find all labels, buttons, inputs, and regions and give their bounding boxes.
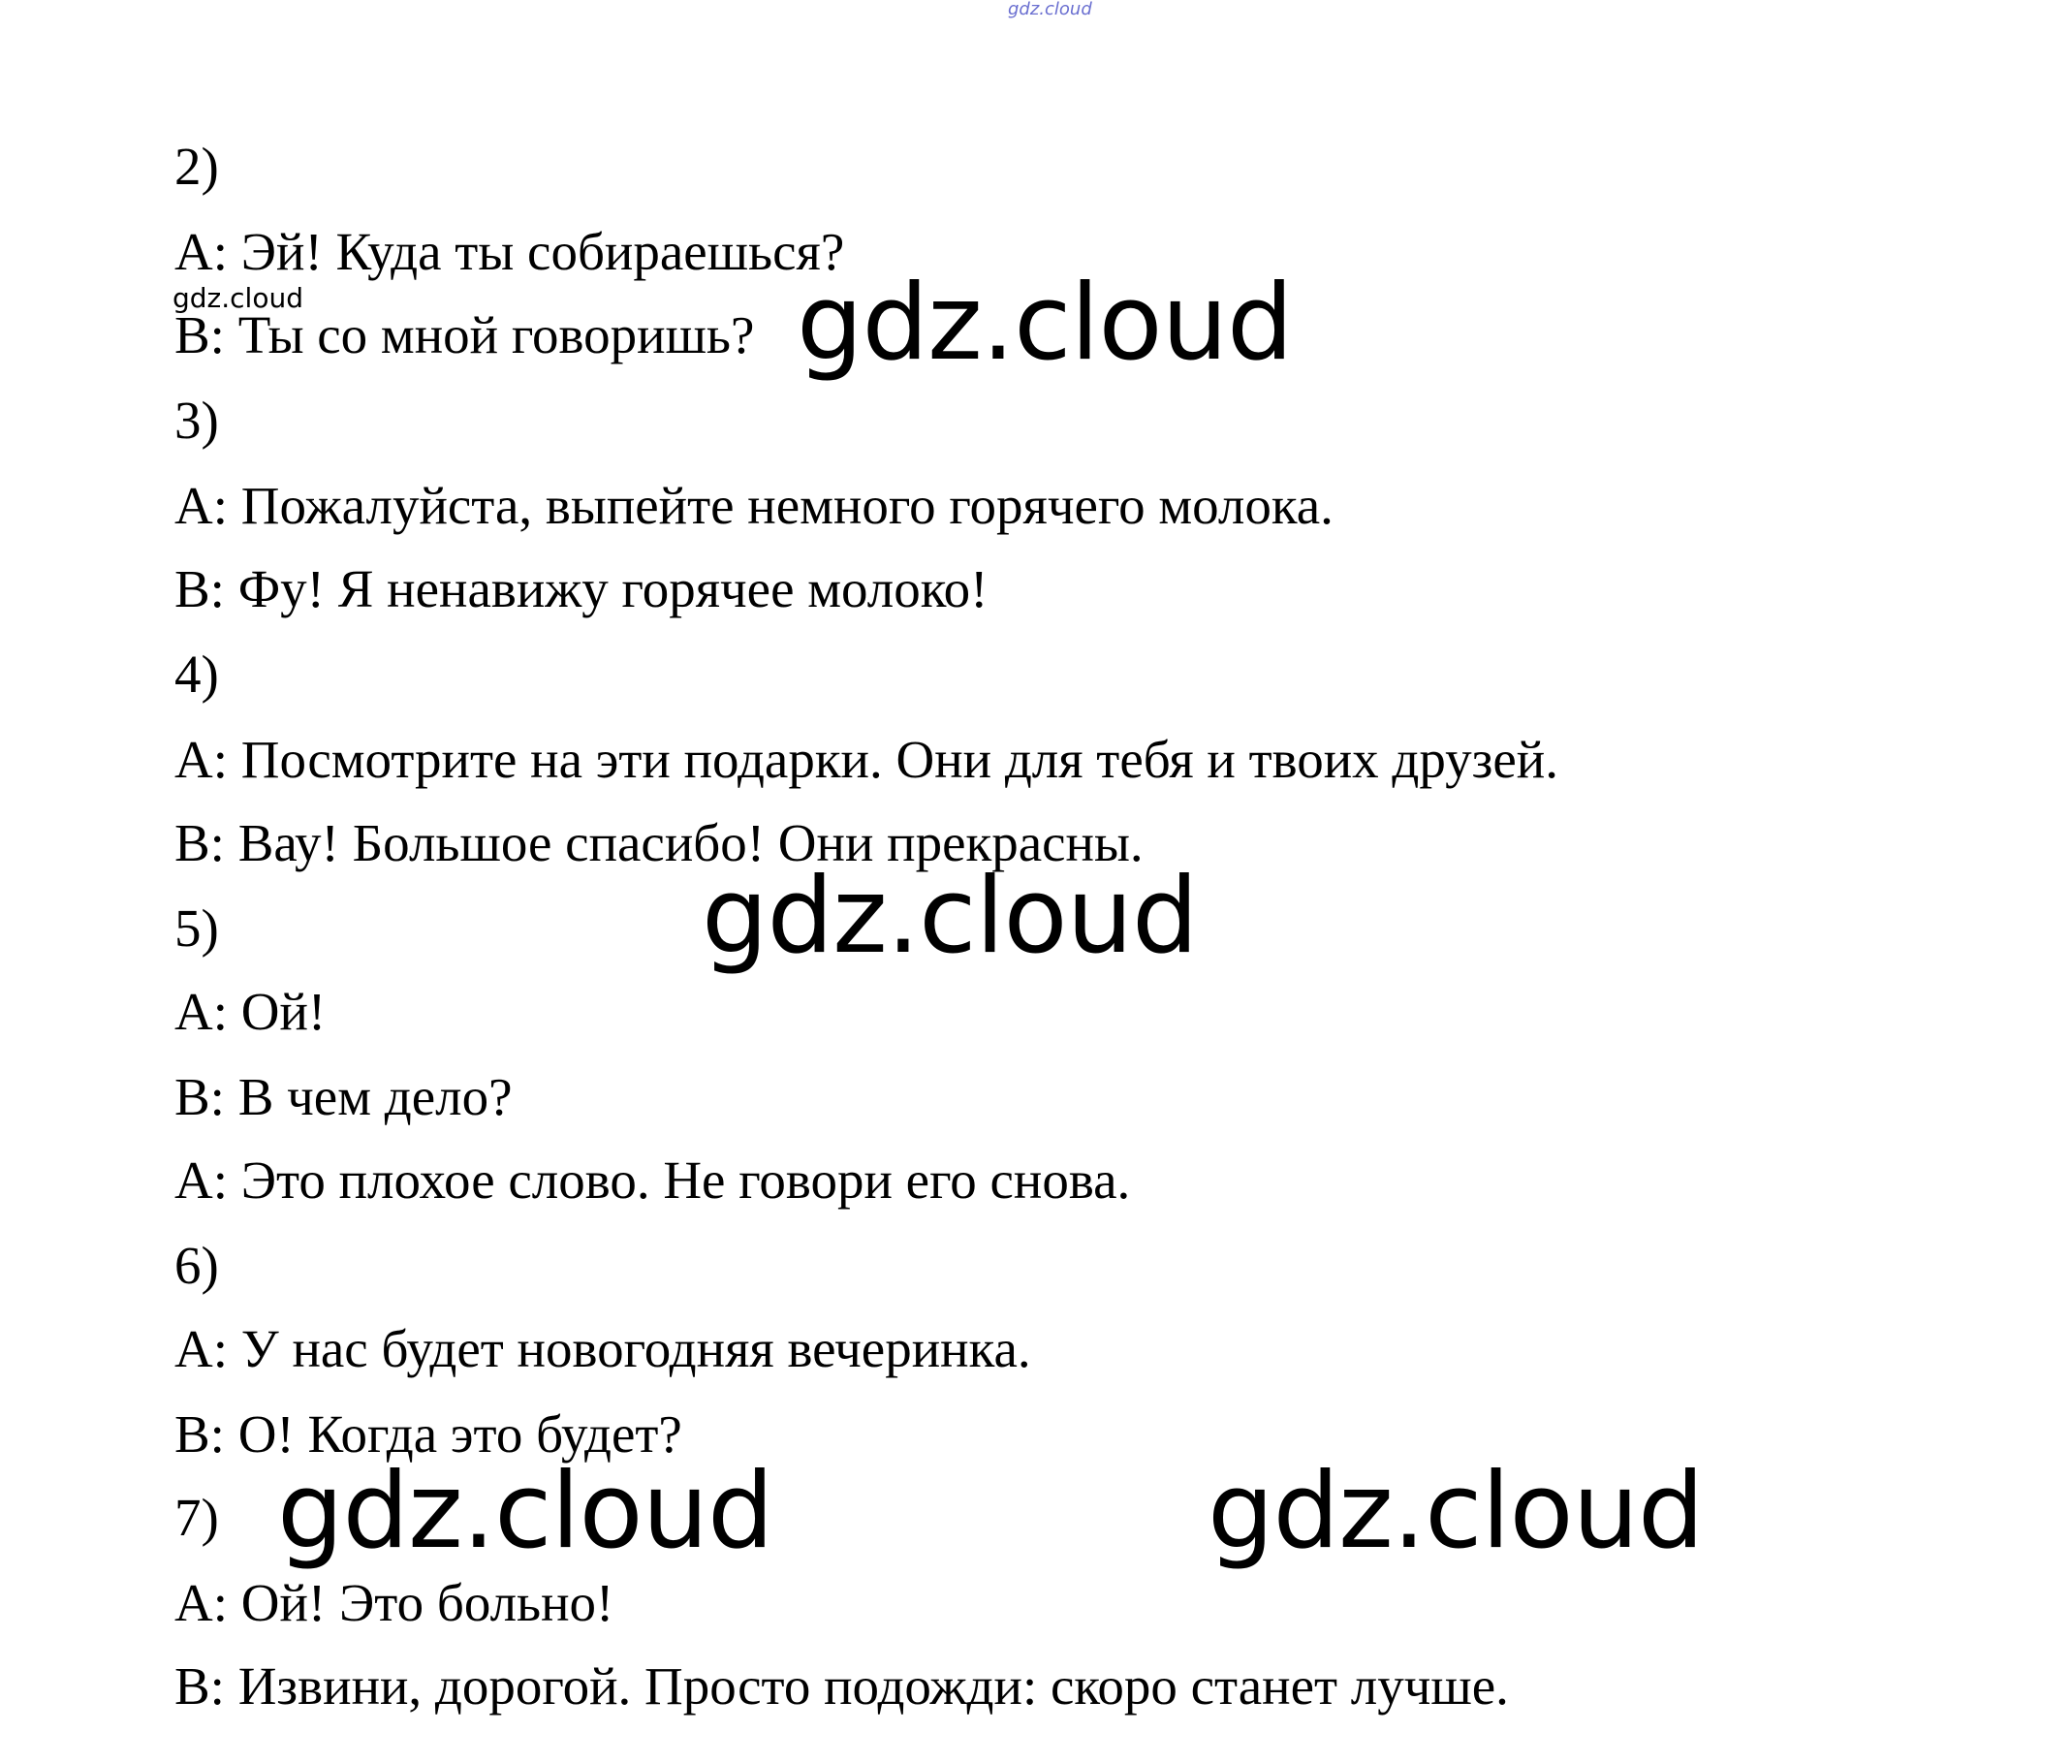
dialog-line: A: Эй! Куда ты собираешься? bbox=[174, 222, 845, 281]
item-number-4: 4) bbox=[174, 645, 219, 704]
dialog-line: B: О! Когда это будет? bbox=[174, 1404, 682, 1464]
dialog-line: B: Извини, дорогой. Просто подожди: скоро станет лучше. bbox=[174, 1656, 1509, 1716]
watermark-top: gdz.cloud bbox=[1008, 0, 1092, 19]
item-number-7: 7) bbox=[174, 1488, 219, 1547]
dialog-line: A: У нас будет новогодняя вечеринка. bbox=[174, 1319, 1031, 1378]
item-number-3: 3) bbox=[174, 391, 219, 450]
item-number-2: 2) bbox=[174, 137, 219, 196]
dialog-line: A: Это плохое слово. Не говори его снова. bbox=[174, 1150, 1131, 1210]
watermark-large-2: gdz.cloud bbox=[702, 856, 1198, 977]
dialog-line: A: Пожалуйста, выпейте немного горячего молока. bbox=[174, 476, 1334, 535]
watermark-large-3: gdz.cloud bbox=[277, 1451, 773, 1572]
item-number-6: 6) bbox=[174, 1236, 219, 1295]
watermark-large-4: gdz.cloud bbox=[1208, 1451, 1704, 1572]
dialog-line: A: Ой! Это больно! bbox=[174, 1573, 614, 1632]
dialog-line: B: Ты со мной говоришь? bbox=[174, 305, 755, 364]
dialog-line: B: Фу! Я ненавижу горячее молоко! bbox=[174, 559, 989, 618]
item-number-5: 5) bbox=[174, 898, 219, 958]
dialog-line: A: Посмотрите на эти подарки. Они для тебя и твоих друзей. bbox=[174, 730, 1558, 789]
dialog-line: B: Вау! Большое спасибо! Они прекрасны. bbox=[174, 813, 1144, 872]
dialog-line: A: Ой! bbox=[174, 982, 327, 1041]
watermark-large-1: gdz.cloud bbox=[797, 263, 1293, 384]
dialog-line: B: В чем дело? bbox=[174, 1067, 513, 1126]
watermark-small: gdz.cloud bbox=[173, 282, 303, 314]
